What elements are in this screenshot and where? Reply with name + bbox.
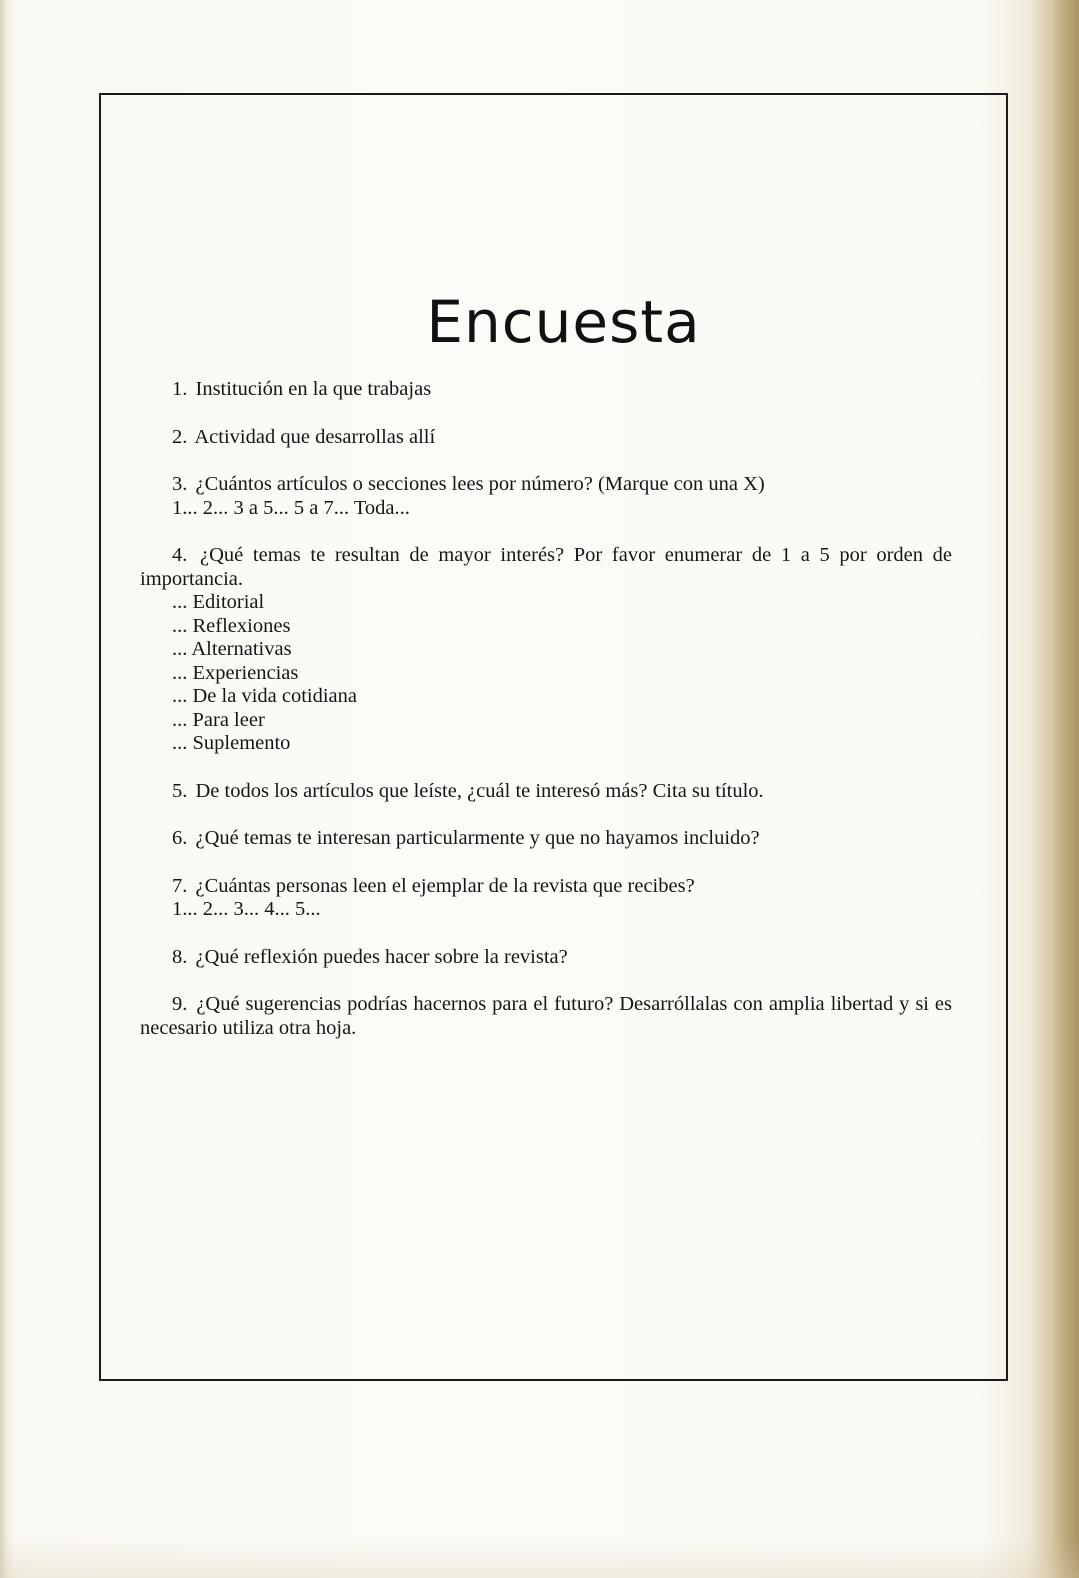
question-number: 4. xyxy=(172,544,188,566)
question-8 xyxy=(140,946,952,970)
question-text: ¿Cuántas personas leen el ejemplar de la revista que recibes? xyxy=(195,874,695,897)
question-text: ¿Qué reflexión puedes hacer sobre la revista? xyxy=(195,945,568,968)
question-6 xyxy=(140,827,952,851)
question-1 xyxy=(140,378,952,402)
question-number: 1. xyxy=(172,378,188,400)
question-text: ¿Qué temas te interesan particularmente y que no hayamos incluido? xyxy=(195,827,760,849)
topic-item: ... De la vida cotidiana xyxy=(172,685,358,707)
page-shadow xyxy=(0,1538,1079,1578)
question-text: Actividad que desarrollas allí xyxy=(194,425,436,448)
answer-options: 1... 2... 3 a 5... 5 a 7... Toda... xyxy=(172,496,410,519)
question-number: 7. xyxy=(172,874,188,897)
question-number: 9. xyxy=(172,993,188,1015)
page-title: Encuesta xyxy=(426,288,701,356)
topic-item: ... Suplemento xyxy=(172,732,291,754)
answer-options: 1... 2... 3... 4... 5... xyxy=(172,898,321,920)
topic-item: ... Alternativas xyxy=(172,638,292,660)
question-list xyxy=(140,378,952,1064)
question-number: 5. xyxy=(172,779,188,802)
question-number: 2. xyxy=(172,425,188,448)
question-7 xyxy=(140,875,952,922)
question-number: 8. xyxy=(172,945,188,968)
question-5 xyxy=(140,780,952,804)
question-text: ¿Cuántos artículos o secciones lees por número? (Marque con una X) xyxy=(195,473,765,495)
question-text: ¿Qué sugerencias podrías hacernos para el futuro? Desarróllalas con amplia libertad y si es necesario utiliza otra hoja. xyxy=(140,993,953,1039)
topic-item: ... Experiencias xyxy=(172,661,299,684)
topic-item: ... Editorial xyxy=(172,591,265,613)
question-text: De todos los artículos que leíste, ¿cuál te interesó más? Cita su título. xyxy=(195,779,764,802)
question-number: 6. xyxy=(172,827,188,849)
question-text: Institución en la que trabajas xyxy=(195,378,432,400)
topic-list xyxy=(140,591,952,756)
topic-item: ... Para leer xyxy=(172,708,265,731)
topic-item: ... Reflexiones xyxy=(172,614,291,637)
question-text: ¿Qué temas te resultan de mayor interés? Por favor enumerar de 1 a 5 por orden de importancia. xyxy=(140,544,952,590)
question-9 xyxy=(140,993,952,1040)
question-number: 3. xyxy=(172,473,188,495)
question-2 xyxy=(140,426,952,450)
question-3 xyxy=(140,473,952,520)
question-4 xyxy=(140,544,952,756)
